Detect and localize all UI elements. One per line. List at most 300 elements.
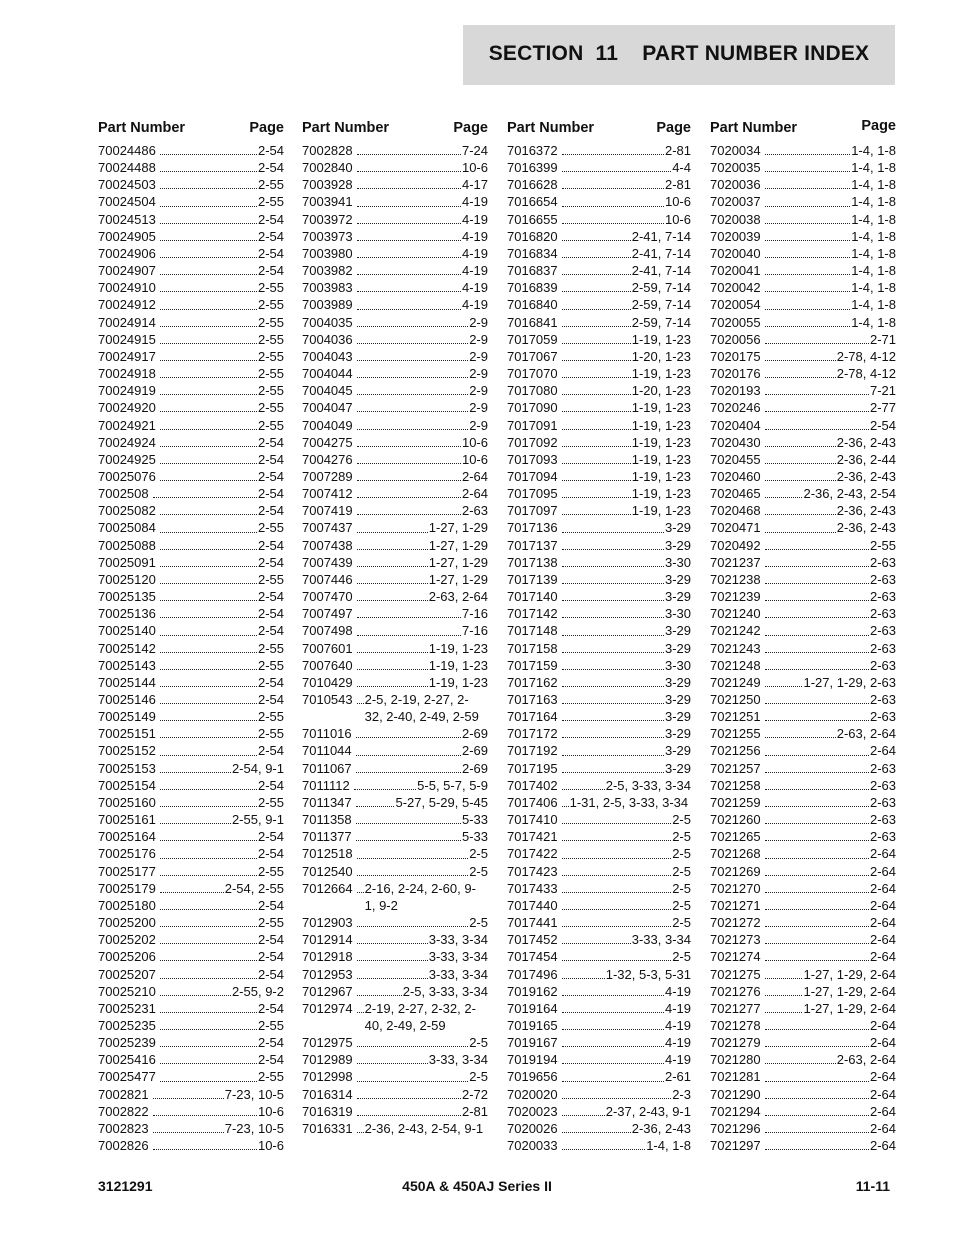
- dot-leader: [357, 880, 364, 897]
- index-entry: [98, 485, 284, 502]
- part-number: 7002821: [98, 1086, 149, 1102]
- part-number: 7002823: [98, 1120, 149, 1136]
- page-reference: 7-23, 10-5: [224, 1086, 284, 1102]
- page-reference: 2-5, 3-33, 3-34: [402, 983, 488, 999]
- part-number: 70025140: [98, 623, 156, 639]
- part-number: 7002508: [98, 486, 149, 502]
- dot-leader: [562, 1120, 631, 1137]
- part-number: 70024504: [98, 194, 156, 210]
- dot-leader: [160, 382, 257, 399]
- page-reference: 2-41, 7-14: [631, 228, 691, 244]
- dot-leader: [765, 365, 836, 382]
- part-number: 70024905: [98, 228, 156, 244]
- column-header: [98, 118, 284, 142]
- dot-leader: [562, 382, 631, 399]
- dot-leader: [562, 605, 664, 622]
- dot-leader: [357, 863, 469, 880]
- page-reference: 2-54: [257, 589, 284, 605]
- dot-leader: [160, 417, 257, 434]
- part-number: 7017093: [507, 451, 558, 467]
- index-entry: [507, 622, 691, 639]
- part-number: 70024917: [98, 348, 156, 364]
- part-number: 70025202: [98, 932, 156, 948]
- index-entry: [710, 742, 896, 759]
- index-entry: [710, 365, 896, 382]
- dot-leader: [765, 193, 851, 210]
- dot-leader: [765, 348, 836, 365]
- part-number: 7021279: [710, 1035, 761, 1051]
- dot-leader: [562, 725, 664, 742]
- dot-leader: [765, 880, 869, 897]
- part-number: 7021276: [710, 983, 761, 999]
- dot-leader: [765, 502, 836, 519]
- dot-leader: [160, 519, 257, 536]
- page-reference: 2-64: [869, 915, 896, 931]
- index-column-4: [710, 118, 896, 1154]
- page-reference: 2-54: [257, 503, 284, 519]
- page-reference: 1-27, 1-29, 2-64: [803, 966, 896, 982]
- dot-leader: [357, 1068, 469, 1085]
- dot-leader: [562, 262, 631, 279]
- part-number: 70025136: [98, 606, 156, 622]
- dot-leader: [765, 931, 869, 948]
- page-reference: 2-64: [869, 897, 896, 913]
- dot-leader: [357, 451, 461, 468]
- index-entry: [98, 502, 284, 519]
- part-number: 7017172: [507, 726, 558, 742]
- part-number: 70025084: [98, 520, 156, 536]
- page-reference: 2-81: [461, 1103, 488, 1119]
- page-reference: 2-59, 7-14: [631, 314, 691, 330]
- dot-leader: [765, 485, 803, 502]
- part-number: 7017452: [507, 932, 558, 948]
- page-reference: 2-36, 2-43: [836, 503, 896, 519]
- index-entry: [98, 657, 284, 674]
- part-number: 7007289: [302, 468, 353, 484]
- dot-leader: [765, 382, 869, 399]
- part-number: 7021269: [710, 863, 761, 879]
- dot-leader: [562, 1051, 664, 1068]
- dot-leader: [357, 1103, 461, 1120]
- page-reference: 2-64: [461, 468, 488, 484]
- page-reference: 1-19, 1-23: [631, 486, 691, 502]
- page-reference: 7-24: [461, 143, 488, 158]
- dot-leader: [765, 571, 869, 588]
- dot-leader: [357, 1034, 469, 1051]
- page-reference: 1-19, 1-23: [631, 331, 691, 347]
- part-number: 7020036: [710, 177, 761, 193]
- dot-leader: [160, 1034, 257, 1051]
- index-entry: [710, 451, 896, 468]
- page-reference: 2-55: [869, 537, 896, 553]
- index-entry: [302, 399, 488, 416]
- part-number: 70025142: [98, 640, 156, 656]
- page-reference: 2-55: [257, 571, 284, 587]
- dot-leader: [562, 948, 672, 965]
- dot-leader: [160, 588, 257, 605]
- index-entry: [302, 382, 488, 399]
- dot-leader: [160, 176, 257, 193]
- page-reference: 2-69: [461, 760, 488, 776]
- dot-leader: [562, 314, 631, 331]
- part-number: 70025210: [98, 983, 156, 999]
- index-entry: [507, 228, 691, 245]
- index-entry: [302, 605, 488, 622]
- part-number: 7002840: [302, 160, 353, 176]
- page-reference: 3-30: [664, 554, 691, 570]
- page-reference: 2-63, 2-64: [836, 1052, 896, 1068]
- part-number: 7020460: [710, 468, 761, 484]
- dot-leader: [357, 502, 461, 519]
- page-reference: 2-55: [257, 383, 284, 399]
- dot-leader: [562, 931, 631, 948]
- part-number: 70025231: [98, 1000, 156, 1016]
- dot-leader: [562, 777, 605, 794]
- dot-leader: [562, 296, 631, 313]
- page-reference: 4-19: [461, 280, 488, 296]
- part-number: 7017137: [507, 537, 558, 553]
- dot-leader: [765, 1034, 869, 1051]
- index-entry: [507, 314, 691, 331]
- index-entry: [710, 554, 896, 571]
- dot-leader: [357, 845, 469, 862]
- part-number: 7019656: [507, 1069, 558, 1085]
- part-number: 7021281: [710, 1069, 761, 1085]
- index-entry: [302, 554, 488, 571]
- page-reference: 2-9: [469, 314, 488, 330]
- part-number: 7021259: [710, 794, 761, 810]
- page-reference: 1-27, 1-29: [428, 537, 488, 553]
- part-number: 7004275: [302, 434, 353, 450]
- page-reference: 2-63: [869, 640, 896, 656]
- part-number: 70024503: [98, 177, 156, 193]
- index-entry: [710, 863, 896, 880]
- page-reference: 2-63: [869, 606, 896, 622]
- dot-leader: [160, 897, 257, 914]
- page-reference: 2-69: [461, 743, 488, 759]
- index-entry: [507, 1034, 691, 1051]
- dot-leader: [357, 348, 469, 365]
- part-number: 7021256: [710, 743, 761, 759]
- page-reference: 2-36, 2-43: [836, 434, 896, 450]
- part-number: 7021257: [710, 760, 761, 776]
- index-entry: [98, 742, 284, 759]
- index-entry: [710, 1051, 896, 1068]
- part-number: 70024907: [98, 263, 156, 279]
- part-number: 70025239: [98, 1035, 156, 1051]
- dot-leader: [765, 262, 851, 279]
- dot-leader: [765, 468, 836, 485]
- part-number: 7002828: [302, 143, 353, 158]
- index-entry: [98, 622, 284, 639]
- page-reference: 1-20, 1-23: [631, 383, 691, 399]
- dot-leader: [357, 279, 461, 296]
- dot-leader: [357, 399, 469, 416]
- part-number: 7007446: [302, 571, 353, 587]
- page-reference: 10-6: [461, 451, 488, 467]
- part-number: 70025143: [98, 657, 156, 673]
- part-number: 7017159: [507, 657, 558, 673]
- page-reference: 2-55: [257, 640, 284, 656]
- page-reference: 1-27, 1-29, 2-64: [803, 983, 896, 999]
- part-number: 7021251: [710, 709, 761, 725]
- section-title: SECTION 11 PART NUMBER INDEX: [488, 42, 870, 65]
- dot-leader: [153, 1086, 224, 1103]
- index-entry: [710, 1017, 896, 1034]
- page-reference: 2-5: [672, 829, 691, 845]
- dot-leader: [562, 863, 672, 880]
- index-entry: [98, 931, 284, 948]
- index-entry: [710, 193, 896, 210]
- page-reference: 7-21: [869, 383, 896, 399]
- page-reference: 2-55: [257, 194, 284, 210]
- index-entry: [302, 691, 488, 725]
- dot-leader: [562, 1068, 664, 1085]
- dot-leader: [357, 588, 428, 605]
- dot-leader: [160, 142, 257, 159]
- page-reference: 3-33, 3-34: [428, 966, 488, 982]
- dot-leader: [357, 983, 402, 1000]
- dot-leader: [765, 948, 869, 965]
- page-reference: 2-55: [257, 400, 284, 416]
- index-entry: [710, 622, 896, 639]
- part-number: 7021242: [710, 623, 761, 639]
- dot-leader: [356, 794, 395, 811]
- index-entry: [98, 314, 284, 331]
- index-entry: [98, 537, 284, 554]
- part-number: 70025144: [98, 674, 156, 690]
- page-reference: 2-5, 2-19, 2-27, 2-32, 2-40, 2-49, 2-59: [364, 692, 479, 725]
- dot-leader: [562, 348, 631, 365]
- dot-leader: [562, 331, 631, 348]
- index-entry: [98, 1137, 284, 1154]
- part-number: 7004049: [302, 417, 353, 433]
- index-entry: [507, 657, 691, 674]
- dot-leader: [562, 228, 631, 245]
- dot-leader: [160, 914, 257, 931]
- index-entry: [98, 211, 284, 228]
- part-number: 7010543: [302, 692, 353, 707]
- dot-leader: [765, 399, 869, 416]
- part-number: 7017158: [507, 640, 558, 656]
- dot-leader: [160, 1000, 257, 1017]
- page-reference: 4-19: [461, 194, 488, 210]
- page-reference: 7-23, 10-5: [224, 1120, 284, 1136]
- index-entry: [302, 760, 488, 777]
- part-number: 70025176: [98, 846, 156, 862]
- index-column-1: [98, 118, 284, 1154]
- dot-leader: [160, 742, 257, 759]
- page-reference: 2-36, 2-43, 2-54, 9-1: [364, 1120, 484, 1136]
- part-number: 7007640: [302, 657, 353, 673]
- dot-leader: [765, 296, 851, 313]
- index-entry: [507, 245, 691, 262]
- part-number: 7021243: [710, 640, 761, 656]
- index-entry: [302, 451, 488, 468]
- dot-leader: [562, 399, 631, 416]
- page-reference: 1-19, 1-23: [631, 451, 691, 467]
- page-reference: 2-63: [869, 589, 896, 605]
- dot-leader: [765, 331, 869, 348]
- index-entry: [98, 228, 284, 245]
- page-reference: 2-63: [869, 760, 896, 776]
- index-entry: [302, 211, 488, 228]
- page-reference: 1-19, 1-23: [631, 400, 691, 416]
- part-number: 70024910: [98, 280, 156, 296]
- part-number: 7020193: [710, 383, 761, 399]
- index-entry: [302, 674, 488, 691]
- index-entry: [710, 1000, 896, 1017]
- part-number: 7020430: [710, 434, 761, 450]
- part-number: 7003972: [302, 211, 353, 227]
- index-entry: [507, 1051, 691, 1068]
- part-number: 70025164: [98, 829, 156, 845]
- dot-leader: [160, 296, 257, 313]
- part-number: 7002826: [98, 1138, 149, 1154]
- dot-leader: [357, 211, 461, 228]
- index-entry: [710, 931, 896, 948]
- index-entry: [507, 588, 691, 605]
- dot-leader: [562, 1103, 605, 1120]
- part-number: 7021273: [710, 932, 761, 948]
- index-entry: [302, 537, 488, 554]
- part-number: 7020056: [710, 331, 761, 347]
- part-number: 7003983: [302, 280, 353, 296]
- part-number: 70024919: [98, 383, 156, 399]
- page-reference: 4-4: [672, 160, 691, 176]
- dot-leader: [357, 554, 428, 571]
- page-reference: 2-5: [672, 846, 691, 862]
- part-number: 7017192: [507, 743, 558, 759]
- index-entry: [507, 1086, 691, 1103]
- dot-leader: [562, 142, 664, 159]
- index-entry: [710, 537, 896, 554]
- page-reference: 2-54: [257, 211, 284, 227]
- index-entry: [98, 142, 284, 159]
- page-reference: 1-4, 1-8: [851, 263, 896, 279]
- page-reference: 4-19: [664, 1052, 691, 1068]
- part-number: 7017496: [507, 966, 558, 982]
- index-entry: [710, 262, 896, 279]
- page-reference: 2-64: [869, 1086, 896, 1102]
- index-entry: [710, 605, 896, 622]
- dot-leader: [356, 742, 461, 759]
- index-entry: [507, 142, 691, 159]
- dot-leader: [160, 1051, 257, 1068]
- index-entry: [710, 674, 896, 691]
- page-reference: 3-29: [664, 709, 691, 725]
- part-number: 7020041: [710, 263, 761, 279]
- page-reference: 2-55: [257, 314, 284, 330]
- part-number: 7016372: [507, 143, 558, 158]
- index-entry: [98, 914, 284, 931]
- dot-leader: [357, 537, 428, 554]
- dot-leader: [765, 760, 869, 777]
- footer-doc-number: 3121291: [98, 1178, 153, 1194]
- page-reference: 3-29: [664, 623, 691, 639]
- page-reference: 2-55: [257, 726, 284, 742]
- index-entry: [710, 176, 896, 193]
- part-number: 7021255: [710, 726, 761, 742]
- index-entry: [302, 348, 488, 365]
- dot-leader: [160, 554, 257, 571]
- page-reference: 2-54: [257, 451, 284, 467]
- index-entry: [507, 159, 691, 176]
- part-number: 7012975: [302, 1035, 353, 1051]
- part-number: 7017070: [507, 366, 558, 382]
- dot-leader: [357, 142, 461, 159]
- part-number: 7021280: [710, 1052, 761, 1068]
- index-entry: [98, 1068, 284, 1085]
- index-entry: [98, 176, 284, 193]
- dot-leader: [765, 811, 869, 828]
- dot-leader: [357, 485, 461, 502]
- dot-leader: [562, 1034, 664, 1051]
- page-reference: 1-4, 1-8: [851, 194, 896, 210]
- dot-leader: [160, 691, 257, 708]
- index-entry: [507, 1068, 691, 1085]
- dot-leader: [765, 519, 836, 536]
- dot-leader: [356, 811, 461, 828]
- part-number: 70025135: [98, 589, 156, 605]
- dot-leader: [562, 588, 664, 605]
- dot-leader: [562, 794, 569, 811]
- page-reference: 1-4, 1-8: [851, 297, 896, 313]
- dot-leader: [160, 211, 257, 228]
- index-entry: [710, 691, 896, 708]
- part-number: 7007419: [302, 503, 353, 519]
- page-reference: 3-30: [664, 657, 691, 673]
- page-reference: 2-54: [257, 777, 284, 793]
- column-header: [302, 118, 488, 142]
- index-entry: [302, 845, 488, 862]
- page-reference: 2-55: [257, 331, 284, 347]
- page-reference: 2-54: [257, 897, 284, 913]
- page-reference: 1-19, 1-23: [631, 503, 691, 519]
- page-reference: 4-19: [461, 228, 488, 244]
- index-entry: [507, 451, 691, 468]
- index-entry: [98, 296, 284, 313]
- part-number: 7003928: [302, 177, 353, 193]
- dot-leader: [160, 657, 257, 674]
- page-reference: 3-29: [664, 537, 691, 553]
- index-entry: [98, 1000, 284, 1017]
- page-reference: 2-54: [257, 434, 284, 450]
- dot-leader: [160, 434, 257, 451]
- part-number: 7004043: [302, 348, 353, 364]
- index-entry: [98, 794, 284, 811]
- page-reference: 2-37, 2-43, 9-1: [605, 1103, 691, 1119]
- index-entry: [507, 1120, 691, 1137]
- index-entry: [710, 1086, 896, 1103]
- dot-leader: [765, 657, 869, 674]
- page-reference: 3-29: [664, 640, 691, 656]
- index-entry: [302, 880, 488, 914]
- page-reference: 2-81: [664, 143, 691, 158]
- page-reference: 2-9: [469, 331, 488, 347]
- part-number: 7017059: [507, 331, 558, 347]
- index-entry: [507, 279, 691, 296]
- dot-leader: [160, 948, 257, 965]
- page-reference: 1-27, 1-29: [428, 571, 488, 587]
- part-number: 7021297: [710, 1138, 761, 1154]
- part-number: 70025160: [98, 794, 156, 810]
- dot-leader: [765, 691, 869, 708]
- dot-leader: [357, 434, 461, 451]
- part-number: 7021239: [710, 589, 761, 605]
- page-reference: 2-54: [257, 160, 284, 176]
- page-reference: 2-59, 7-14: [631, 297, 691, 313]
